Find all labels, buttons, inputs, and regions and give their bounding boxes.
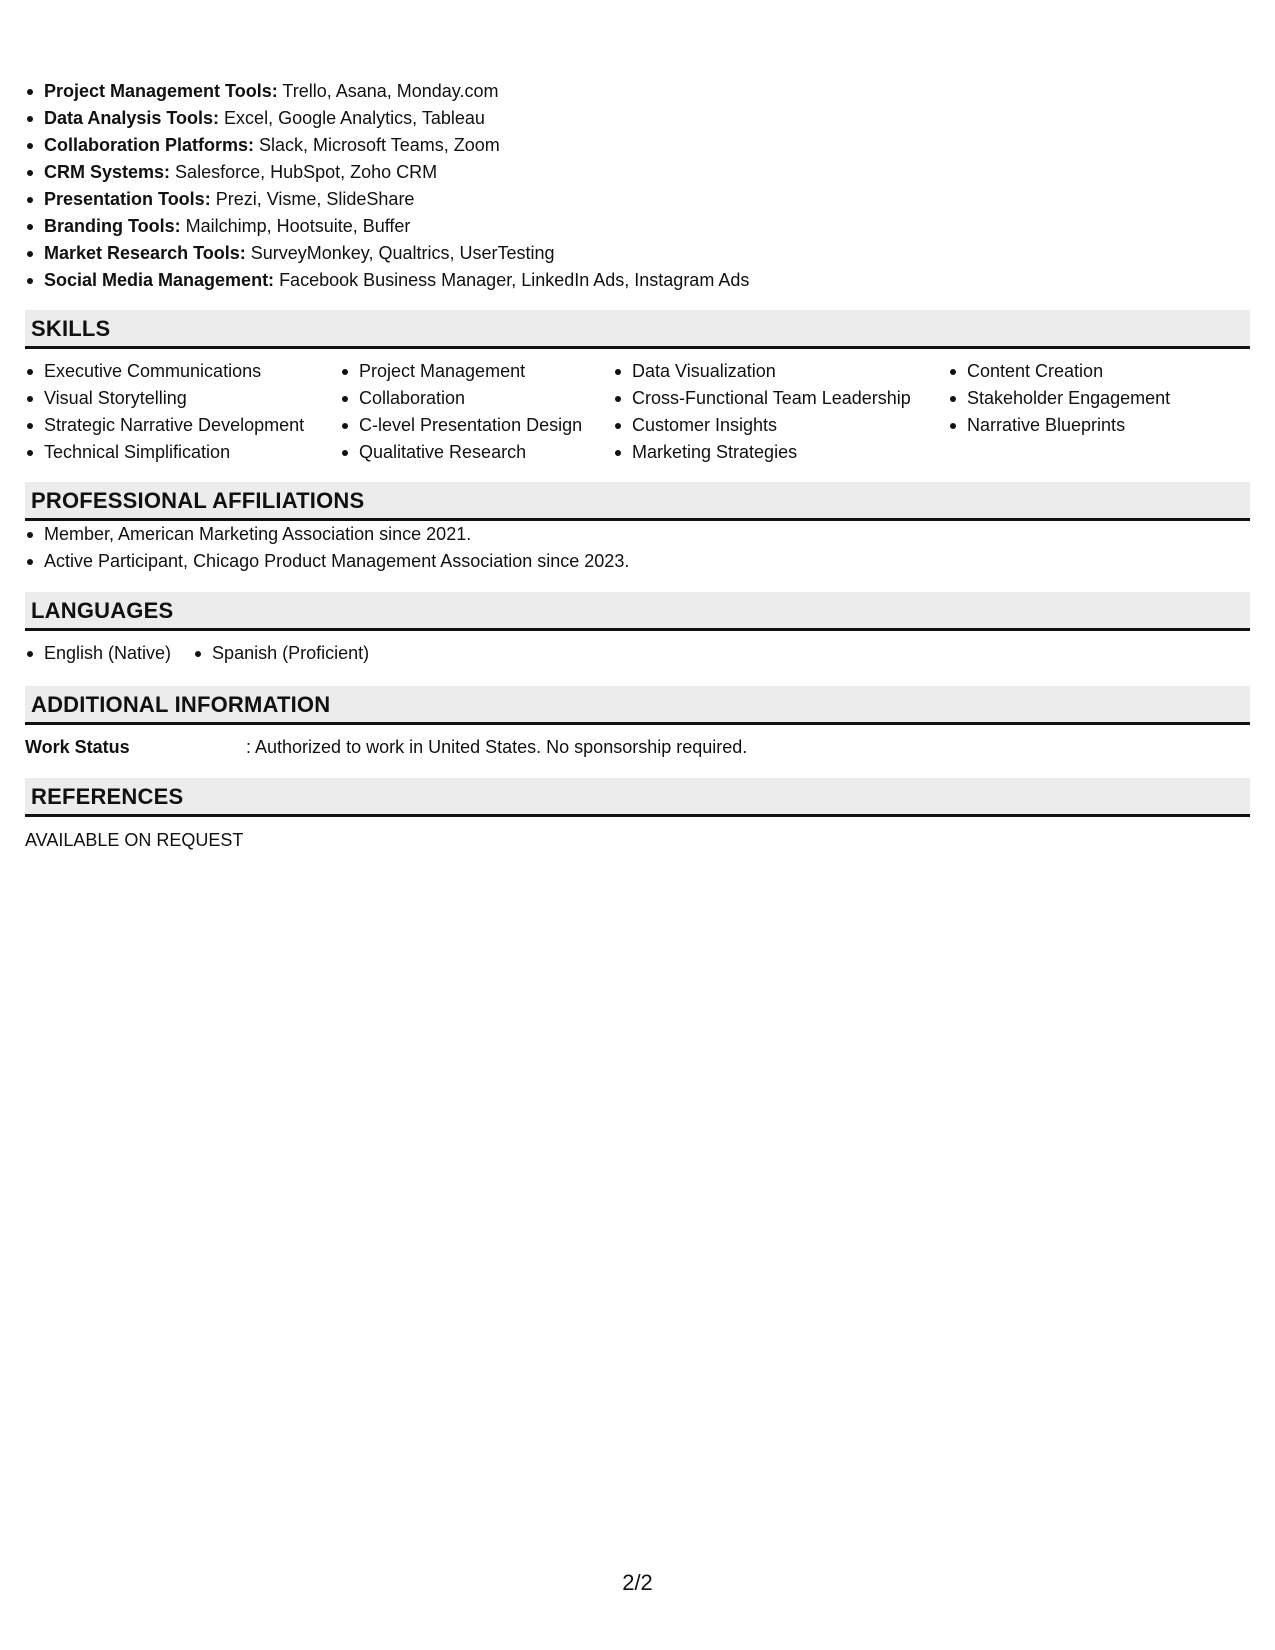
- skills-column-4: [948, 358, 1238, 466]
- skill-item: Technical Simplification: [25, 439, 340, 466]
- work-status-value: : Authorized to work in United States. No sponsorship required.: [246, 737, 748, 757]
- tools-item-label: Social Media Management:: [44, 270, 275, 290]
- spacer: [25, 761, 1250, 778]
- skill-item: C-level Presentation Design: [340, 412, 613, 439]
- tools-item-label: CRM Systems:: [44, 162, 171, 182]
- tools-item-presentation: [25, 186, 1250, 213]
- skill-item: Visual Storytelling: [25, 385, 340, 412]
- tools-item-branding: [25, 213, 1250, 240]
- work-status-row: [25, 734, 1250, 761]
- section-header-references: REFERENCES: [25, 778, 1250, 817]
- resume-page: [25, 78, 1250, 854]
- language-item: Spanish (Proficient): [193, 640, 369, 667]
- tools-item-value: SurveyMonkey, Qualtrics, UserTesting: [245, 243, 555, 263]
- references-text: AVAILABLE ON REQUEST: [25, 830, 244, 850]
- skills-grid: [25, 358, 1250, 466]
- skills-column-2: [340, 358, 613, 466]
- languages-list: [25, 640, 1250, 667]
- tools-item-label: Data Analysis Tools:: [44, 108, 220, 128]
- spacer: [25, 294, 1250, 310]
- language-item: English (Native): [25, 640, 171, 667]
- affiliation-item: Member, American Marketing Association since 2021.: [25, 521, 1250, 548]
- skill-item: Project Management: [340, 358, 613, 385]
- section-header-affiliations: PROFESSIONAL AFFILIATIONS: [25, 482, 1250, 521]
- tools-item-data-analysis: [25, 105, 1250, 132]
- tools-item-value: Slack, Microsoft Teams, Zoom: [254, 135, 500, 155]
- spacer: [25, 466, 1250, 482]
- skill-item: Customer Insights: [613, 412, 948, 439]
- skill-item: Marketing Strategies: [613, 439, 948, 466]
- section-header-additional-information: ADDITIONAL INFORMATION: [25, 686, 1250, 725]
- skill-item: Narrative Blueprints: [948, 412, 1238, 439]
- skill-item: Cross-Functional Team Leadership: [613, 385, 948, 412]
- work-status-label: Work Status: [25, 737, 130, 757]
- skill-item: Collaboration: [340, 385, 613, 412]
- skills-column-3: [613, 358, 948, 466]
- tools-item-crm: [25, 159, 1250, 186]
- tools-item-value: Prezi, Visme, SlideShare: [210, 189, 415, 209]
- section-header-skills: SKILLS: [25, 310, 1250, 349]
- tools-item-value: Mailchimp, Hootsuite, Buffer: [180, 216, 411, 236]
- tools-item-collaboration: [25, 132, 1250, 159]
- tools-item-label: Collaboration Platforms:: [44, 135, 255, 155]
- spacer: [25, 667, 1250, 686]
- tools-item-value: Salesforce, HubSpot, Zoho CRM: [170, 162, 438, 182]
- skills-column-1: [25, 358, 340, 466]
- tools-item-value: Excel, Google Analytics, Tableau: [219, 108, 485, 128]
- skill-item: Data Visualization: [613, 358, 948, 385]
- affiliation-item: Active Participant, Chicago Product Management Association since 2023.: [25, 548, 1250, 575]
- skill-item: Content Creation: [948, 358, 1238, 385]
- spacer: [25, 575, 1250, 592]
- skill-item: Qualitative Research: [340, 439, 613, 466]
- tools-item-label: Presentation Tools:: [44, 189, 211, 209]
- page-number: 2/2: [622, 1570, 653, 1595]
- tools-item-label: Branding Tools:: [44, 216, 181, 236]
- tools-item-project-management: [25, 78, 1250, 105]
- affiliations-list: [25, 521, 1250, 575]
- section-header-languages: LANGUAGES: [25, 592, 1250, 631]
- skill-item: Strategic Narrative Development: [25, 412, 340, 439]
- tools-item-label: Project Management Tools:: [44, 81, 278, 101]
- skill-item: Executive Communications: [25, 358, 340, 385]
- tools-list: [25, 78, 1250, 294]
- tools-item-market-research: [25, 240, 1250, 267]
- skill-item: Stakeholder Engagement: [948, 385, 1238, 412]
- tools-item-label: Market Research Tools:: [44, 243, 246, 263]
- tools-item-value: Facebook Business Manager, LinkedIn Ads, Instagram Ads: [274, 270, 750, 290]
- tools-item-value: Trello, Asana, Monday.com: [277, 81, 499, 101]
- tools-item-social-media: [25, 267, 1250, 294]
